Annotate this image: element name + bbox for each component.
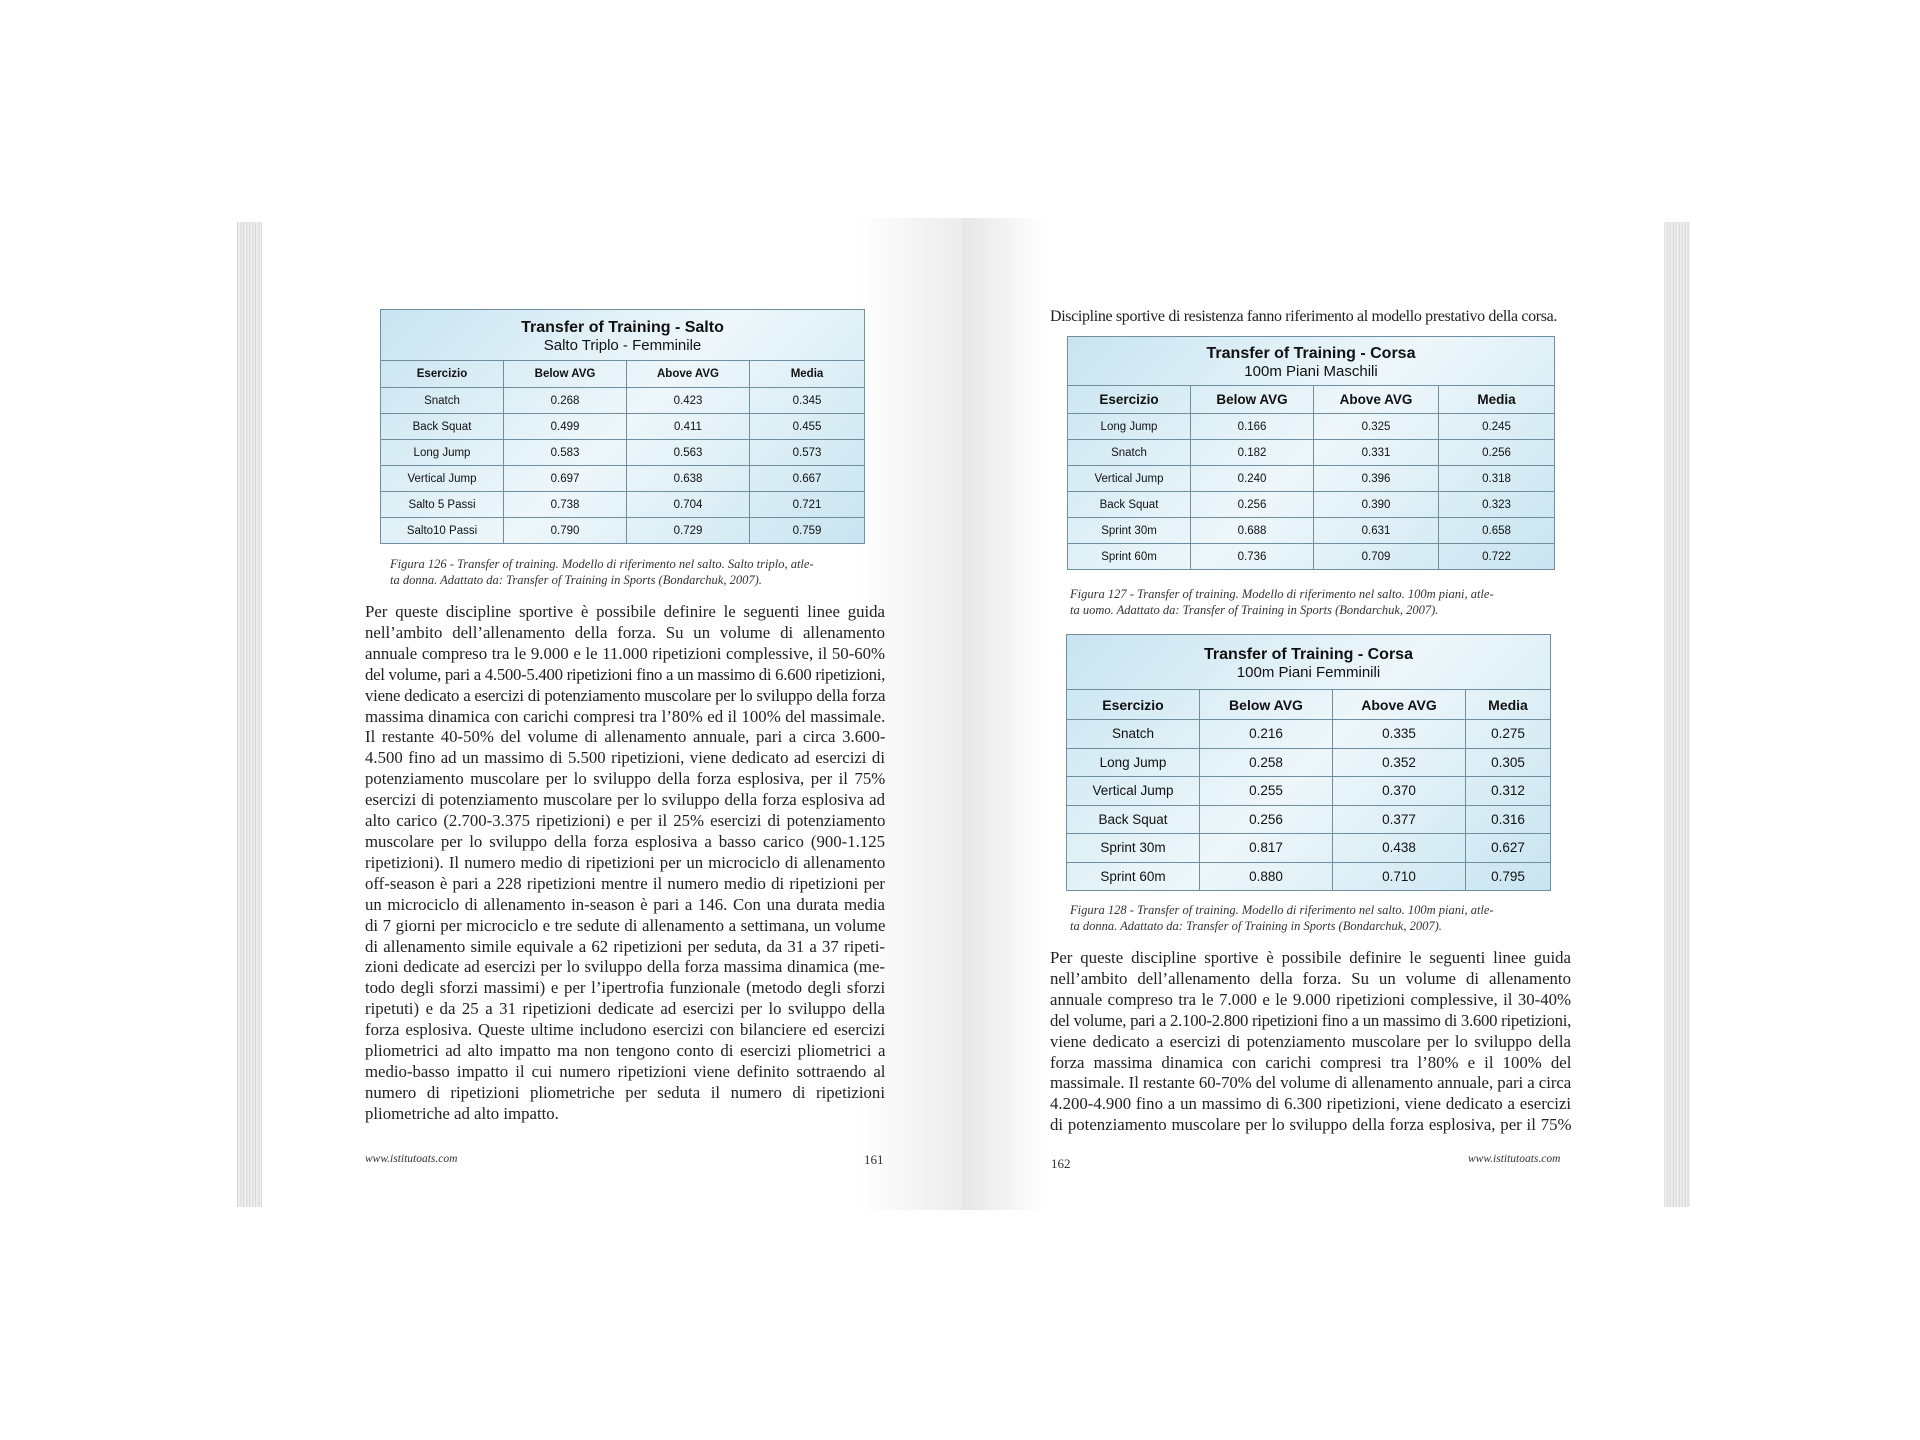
table-cell-value: 0.275 bbox=[1466, 720, 1551, 749]
body-line: ripetizioni). Il numero medio di ripetizioni per un microciclo di allenamento bbox=[365, 852, 886, 872]
table-row bbox=[1068, 466, 1555, 492]
table-cell-value: 0.688 bbox=[1191, 518, 1314, 544]
table-cell-exercise: Salto10 Passi bbox=[381, 518, 504, 544]
body-line: viene dedicato a esercizi di potenziamento muscolare per lo sviluppo della bbox=[1050, 1031, 1571, 1051]
table-cell-value: 0.738 bbox=[504, 492, 627, 518]
body-line: esercizi di potenziamento muscolare per lo sviluppo della forza esplosiva ad bbox=[365, 790, 885, 810]
body-line: ripetuti) e da 25 a 31 ripetizioni dedicate ad esercizi per lo sviluppo della bbox=[365, 999, 885, 1019]
body-line: off-season è pari a 228 ripetizioni mentre il numero medio di ripetizioni per bbox=[365, 873, 885, 893]
col-header-esercizio: Esercizio bbox=[381, 361, 504, 388]
table-cell-value: 0.729 bbox=[627, 518, 750, 544]
body-line: di allenamento simile equivale a 62 ripetizioni per seduta, da 31 a 37 ripeti- bbox=[365, 936, 886, 956]
table-cell-value: 0.880 bbox=[1200, 862, 1333, 891]
table-cell-value: 0.573 bbox=[750, 440, 865, 466]
table-cell-exercise: Back Squat bbox=[1068, 492, 1191, 518]
table-cell-value: 0.256 bbox=[1200, 805, 1333, 834]
table-cell-value: 0.795 bbox=[1466, 862, 1551, 891]
table-subtitle: Salto Triplo - Femminile bbox=[543, 336, 702, 354]
table-cell-exercise: Vertical Jump bbox=[1067, 777, 1200, 806]
table-row bbox=[1068, 518, 1555, 544]
figure-caption-127: Figura 127 - Transfer of training. Modello di riferimento nel salto. 100m piani, atle- ta uomo. Adattato da: Transfer of Training in Sports (Bondarchuk, 2007). bbox=[1070, 587, 1494, 617]
table-cell-value: 0.411 bbox=[627, 414, 750, 440]
table-cell-value: 0.583 bbox=[504, 440, 627, 466]
table-row bbox=[381, 440, 865, 466]
table-cell-value: 0.396 bbox=[1314, 466, 1439, 492]
table-cell-value: 0.423 bbox=[627, 388, 750, 414]
page-number-161: 161 bbox=[864, 1152, 884, 1167]
col-header-below-avg: Below AVG bbox=[1200, 690, 1333, 720]
table-cell-exercise: Snatch bbox=[1067, 720, 1200, 749]
col-header-above-avg: Above AVG bbox=[1333, 690, 1466, 720]
table-cell-value: 0.667 bbox=[750, 466, 865, 492]
transfer-table-corsa-femminili bbox=[1066, 634, 1551, 891]
table-cell-value: 0.318 bbox=[1439, 466, 1555, 492]
table-cell-exercise: Snatch bbox=[1068, 440, 1191, 466]
page-stack-right-edge bbox=[1662, 222, 1690, 1207]
table-cell-value: 0.709 bbox=[1314, 544, 1439, 570]
table-cell-value: 0.323 bbox=[1439, 492, 1555, 518]
footer-url-left: www.istitutoats.com bbox=[365, 1153, 458, 1165]
body-line: todo degli sforzi massimi) e per l’ipertrofia funzionale (metodo degli sforzi bbox=[365, 978, 886, 998]
table-cell-value: 0.377 bbox=[1333, 805, 1466, 834]
table-row bbox=[1068, 544, 1555, 570]
table-cell-value: 0.390 bbox=[1314, 492, 1439, 518]
table-cell-exercise: Snatch bbox=[381, 388, 504, 414]
body-text-left bbox=[365, 602, 885, 1125]
table-cell-value: 0.325 bbox=[1314, 414, 1439, 440]
table-cell-value: 0.817 bbox=[1200, 834, 1333, 863]
body-line: pliometrici ad alto impatto ma non tengono conto di esercizi pliometrici a bbox=[365, 1041, 886, 1061]
table-cell-exercise: Sprint 30m bbox=[1067, 834, 1200, 863]
table-cell-value: 0.312 bbox=[1466, 777, 1551, 806]
footer-url-right: www.istitutoats.com bbox=[1468, 1153, 1561, 1165]
table-cell-value: 0.736 bbox=[1191, 544, 1314, 570]
table-cell-value: 0.627 bbox=[1466, 834, 1551, 863]
col-header-media: Media bbox=[1466, 690, 1551, 720]
table-title-row bbox=[1067, 635, 1551, 690]
table-cell-exercise: Vertical Jump bbox=[381, 466, 504, 492]
body-line: del volume, pari a 2.100-2.800 ripetizioni fino a un massimo di 3.600 ripetizioni, bbox=[1050, 1010, 1571, 1030]
body-line: 4.500 fino ad un massimo di 5.500 ripetizioni, viene dedicato ad esercizi di bbox=[365, 748, 885, 768]
table-cell-value: 0.240 bbox=[1191, 466, 1314, 492]
table-row bbox=[381, 388, 865, 414]
table-cell-exercise: Sprint 60m bbox=[1067, 862, 1200, 891]
page-number-162: 162 bbox=[1051, 1156, 1071, 1171]
table-row bbox=[1067, 805, 1551, 834]
col-header-below-avg: Below AVG bbox=[504, 361, 627, 388]
table-cell-value: 0.370 bbox=[1333, 777, 1466, 806]
table-cell-value: 0.658 bbox=[1439, 518, 1555, 544]
table-row bbox=[381, 414, 865, 440]
body-line: viene dedicato a esercizi di potenziamento muscolare per lo sviluppo della forza bbox=[365, 685, 886, 705]
table-title: Transfer of Training - Salto bbox=[521, 318, 724, 336]
table-cell-value: 0.721 bbox=[750, 492, 865, 518]
transfer-table-corsa-maschili bbox=[1067, 336, 1555, 570]
table-title: Transfer of Training - Corsa bbox=[1204, 645, 1413, 663]
table-cell-value: 0.256 bbox=[1191, 492, 1314, 518]
body-line: Il restante 40-50% del volume di allenamento annuale, pari a circa 3.600- bbox=[365, 727, 886, 747]
table-row bbox=[1068, 440, 1555, 466]
table-cell-exercise: Long Jump bbox=[381, 440, 504, 466]
table-cell-exercise: Vertical Jump bbox=[1068, 466, 1191, 492]
table-cell-value: 0.166 bbox=[1191, 414, 1314, 440]
table-cell-exercise: Sprint 30m bbox=[1068, 518, 1191, 544]
table-cell-exercise: Salto 5 Passi bbox=[381, 492, 504, 518]
table-cell-value: 0.704 bbox=[627, 492, 750, 518]
body-line: forza massima dinamica con carichi compresi tra l’80% e il 100% del bbox=[1050, 1052, 1572, 1072]
table-row bbox=[1067, 862, 1551, 891]
table-cell-exercise: Long Jump bbox=[1068, 414, 1191, 440]
body-line: annuale compreso tra le 7.000 e le 9.000 ripetizioni complessive, il 30-40% bbox=[1050, 989, 1572, 1009]
table-cell-exercise: Long Jump bbox=[1067, 748, 1200, 777]
col-header-media: Media bbox=[750, 361, 865, 388]
body-line: 4.200-4.900 fino a un massimo di 6.300 ripetizioni, viene dedicato a esercizi bbox=[1050, 1094, 1572, 1114]
table-header-row bbox=[1067, 690, 1551, 720]
table-cell-value: 0.255 bbox=[1200, 777, 1333, 806]
body-line: zioni dedicate ad esercizi per lo sviluppo della forza massima dinamica (me- bbox=[365, 957, 885, 977]
table-cell-value: 0.722 bbox=[1439, 544, 1555, 570]
body-line: massima dinamica con carichi compresi tra l’80% ed il 100% del massimale. bbox=[365, 706, 886, 726]
table-row bbox=[381, 466, 865, 492]
intro-text: Discipline sportive di resistenza fanno riferimento al modello prestativo della corsa. bbox=[1050, 308, 1558, 325]
table-cell-value: 0.790 bbox=[504, 518, 627, 544]
table-subtitle: 100m Piani Maschili bbox=[1244, 362, 1378, 380]
table-cell-value: 0.268 bbox=[504, 388, 627, 414]
table-subtitle: 100m Piani Femminili bbox=[1236, 663, 1381, 681]
col-header-esercizio: Esercizio bbox=[1067, 690, 1200, 720]
body-line: nell’ambito dell’allenamento della forza. Su un volume di allenamento bbox=[365, 622, 885, 642]
table-header-row bbox=[1068, 386, 1555, 414]
body-line: muscolare per lo sviluppo della forza esplosiva a basso carico (900-1.125 bbox=[365, 831, 885, 851]
table-cell-value: 0.638 bbox=[627, 466, 750, 492]
body-line: potenziamento muscolare per lo sviluppo della forza esplosiva, per il 75% bbox=[365, 769, 886, 789]
table-cell-value: 0.499 bbox=[504, 414, 627, 440]
table-title: Transfer of Training - Corsa bbox=[1206, 344, 1416, 362]
table-cell-value: 0.563 bbox=[627, 440, 750, 466]
table-cell-exercise: Sprint 60m bbox=[1068, 544, 1191, 570]
table-row bbox=[1067, 748, 1551, 777]
body-line: numero di ripetizioni pliometriche per seduta il numero di ripetizioni bbox=[365, 1082, 885, 1102]
table-cell-value: 0.710 bbox=[1333, 862, 1466, 891]
body-line: nell’ambito dell’allenamento della forza. Su un volume di allenamento bbox=[1050, 968, 1571, 988]
body-line: di potenziamento muscolare per lo sviluppo della forza esplosiva, per il 75% bbox=[1050, 1115, 1572, 1135]
table-cell-value: 0.335 bbox=[1333, 720, 1466, 749]
table-row bbox=[1067, 777, 1551, 806]
table-row bbox=[1068, 492, 1555, 518]
table-row bbox=[381, 492, 865, 518]
table-cell-value: 0.631 bbox=[1314, 518, 1439, 544]
col-header-below-avg: Below AVG bbox=[1191, 386, 1314, 414]
body-line: Per queste discipline sportive è possibile definire le seguenti linee guida bbox=[1050, 948, 1571, 967]
figure-caption-128: Figura 128 - Transfer of training. Modello di riferimento nel salto. 100m piani, atle- ta donna. Adattato da: Transfer of Training in Sports (Bondarchuk, 2007). bbox=[1070, 903, 1494, 933]
table-cell-value: 0.256 bbox=[1439, 440, 1555, 466]
table-cell-exercise: Back Squat bbox=[1067, 805, 1200, 834]
table-cell-value: 0.352 bbox=[1333, 748, 1466, 777]
table-cell-value: 0.305 bbox=[1466, 748, 1551, 777]
figure-caption-126: Figura 126 - Transfer of training. Modello di riferimento nel salto. Salto triplo, atle- ta donna. Adattato da: Transfer of Training in Sports (Bondarchuk, 2007). bbox=[390, 557, 814, 587]
body-line: un microciclo di allenamento in-season è pari a 146. Con una durata media bbox=[365, 894, 885, 914]
table-cell-value: 0.697 bbox=[504, 466, 627, 492]
table-row bbox=[1068, 414, 1555, 440]
body-line: medio-basso impatto il cui numero ripetizioni viene definito sottraendo al bbox=[365, 1061, 886, 1081]
body-text-right bbox=[1050, 948, 1571, 1136]
table-cell-value: 0.345 bbox=[750, 388, 865, 414]
body-line: pliometriche ad alto impatto. bbox=[365, 1103, 559, 1123]
table-body bbox=[1068, 414, 1555, 570]
body-line: annuale compreso tra le 9.000 e le 11.000 ripetizioni complessive, il 50-60% bbox=[365, 643, 885, 663]
table-row bbox=[381, 518, 865, 544]
body-line: massimale. Il restante 60-70% del volume di allenamento annuale, pari a circa bbox=[1050, 1073, 1572, 1093]
table-cell-value: 0.455 bbox=[750, 414, 865, 440]
col-header-above-avg: Above AVG bbox=[1314, 386, 1439, 414]
table-header-row bbox=[381, 361, 865, 388]
table-cell-exercise: Back Squat bbox=[381, 414, 504, 440]
table-cell-value: 0.759 bbox=[750, 518, 865, 544]
body-line: alto carico (2.700-3.375 ripetizioni) e per il 25% esercizi di potenziamento bbox=[365, 811, 886, 831]
body-line: Per queste discipline sportive è possibile definire le seguenti linee guida bbox=[365, 602, 885, 621]
table-cell-value: 0.216 bbox=[1200, 720, 1333, 749]
col-header-above-avg: Above AVG bbox=[627, 361, 750, 388]
body-line: di 7 giorni per microciclo e tre sedute di allenamento a settimana, un volume bbox=[365, 915, 886, 935]
body-line: del volume, pari a 4.500-5.400 ripetizioni fino a un massimo di 6.600 ripetizioni, bbox=[365, 664, 885, 684]
body-line: forza esplosiva. Queste ultime includono esercizi con bilanciere ed esercizi bbox=[365, 1020, 886, 1040]
table-cell-value: 0.331 bbox=[1314, 440, 1439, 466]
table-body bbox=[1067, 720, 1551, 891]
transfer-table-salto bbox=[380, 309, 865, 544]
table-title-row bbox=[381, 310, 865, 361]
table-row bbox=[1067, 720, 1551, 749]
col-header-media: Media bbox=[1439, 386, 1555, 414]
table-title-row bbox=[1068, 337, 1555, 386]
table-row bbox=[1067, 834, 1551, 863]
table-cell-value: 0.182 bbox=[1191, 440, 1314, 466]
table-cell-value: 0.258 bbox=[1200, 748, 1333, 777]
table-body bbox=[381, 388, 865, 544]
table-cell-value: 0.316 bbox=[1466, 805, 1551, 834]
table-cell-value: 0.245 bbox=[1439, 414, 1555, 440]
col-header-esercizio: Esercizio bbox=[1068, 386, 1191, 414]
table-cell-value: 0.438 bbox=[1333, 834, 1466, 863]
